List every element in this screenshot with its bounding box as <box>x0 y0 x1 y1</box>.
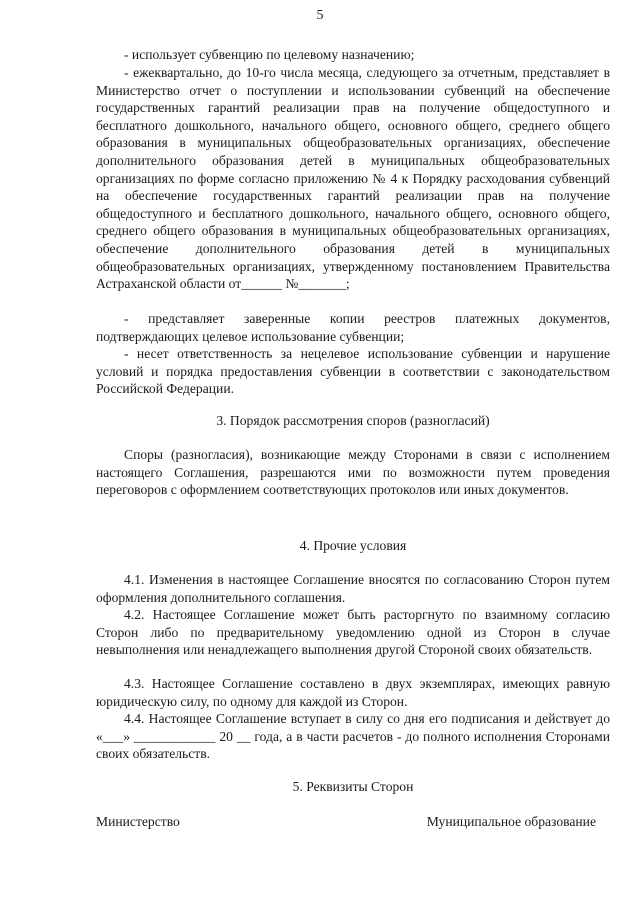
obligation-item: - ежеквартально, до 10-го числа месяца, следующего за отчетным, представляет в Министерство отчет о поступлении и использовании субвенций на обеспечение государственных гарантий реализации прав на получение общедоступного и бесплатного дошкольного, начального общего, основного общего, среднего общего образования в муниципальных общеобразовательных организациях, обеспечение дополнительного образования детей в муниципальных общеобразовательных организациях по форме согласно приложению № 4 к Порядку расходования субвенций на обеспечение государственных гарантий реализации прав на получение общедоступного и бесплатного дошкольного, начального общего, основного общего, среднего общего образования в муниципальных общеобразовательных организациях, обеспечение дополнительного образования детей в муниципальных общеобразовательных организациях, утвержденному постановлением Правительства Астраханской области от______ №_______; <box>96 65 610 292</box>
section-paragraph: 4.2. Настоящее Соглашение может быть расторгнуто по взаимному согласию Сторон либо по предварительному уведомлению одной из Сторон в случае невыполнения или ненадлежащего выполнения другой Стороной своих обязательств. <box>96 607 610 658</box>
section-paragraph: 4.1. Изменения в настоящее Соглашение вносятся по согласованию Сторон путем оформления дополнительного соглашения. <box>96 572 610 605</box>
obligation-item: - представляет заверенные копии реестров платежных документов, подтверждающих целевое использование субвенции; <box>96 311 610 344</box>
section-heading: 5. Реквизиты Сторон <box>292 779 414 794</box>
obligation-item: - несет ответственность за нецелевое использование субвенции и нарушение условий и порядка предоставления субвенции в соответствии с законодательством Российской Федерации. <box>96 346 610 397</box>
obligation-item: - использует субвенцию по целевому назначению; <box>124 47 415 62</box>
page-number: 5 <box>316 8 324 23</box>
section-paragraph: Споры (разногласия), возникающие между Сторонами в связи с исполнением настоящего Соглашения, разрешаются ими по возможности путем проведения переговоров с оформлением соответствующих протоколов или иных документов. <box>96 447 610 498</box>
section-paragraph: 4.3. Настоящее Соглашение составлено в двух экземплярах, имеющих равную юридическую силу, по одному для каждой из Сторон. <box>96 676 610 709</box>
party-ministry: Министерство <box>96 814 180 829</box>
parties-row <box>96 813 596 831</box>
party-municipality: Муниципальное образование <box>426 814 596 829</box>
section-paragraph: 4.4. Настоящее Соглашение вступает в силу со дня его подписания и действует до «___» ____________ 20 __ года, а в части расчетов - до полного исполнения Сторонами своих обязательств. <box>96 711 610 762</box>
section-heading: 3. Порядок рассмотрения споров (разногласий) <box>216 413 490 428</box>
section-heading: 4. Прочие условия <box>299 538 407 553</box>
